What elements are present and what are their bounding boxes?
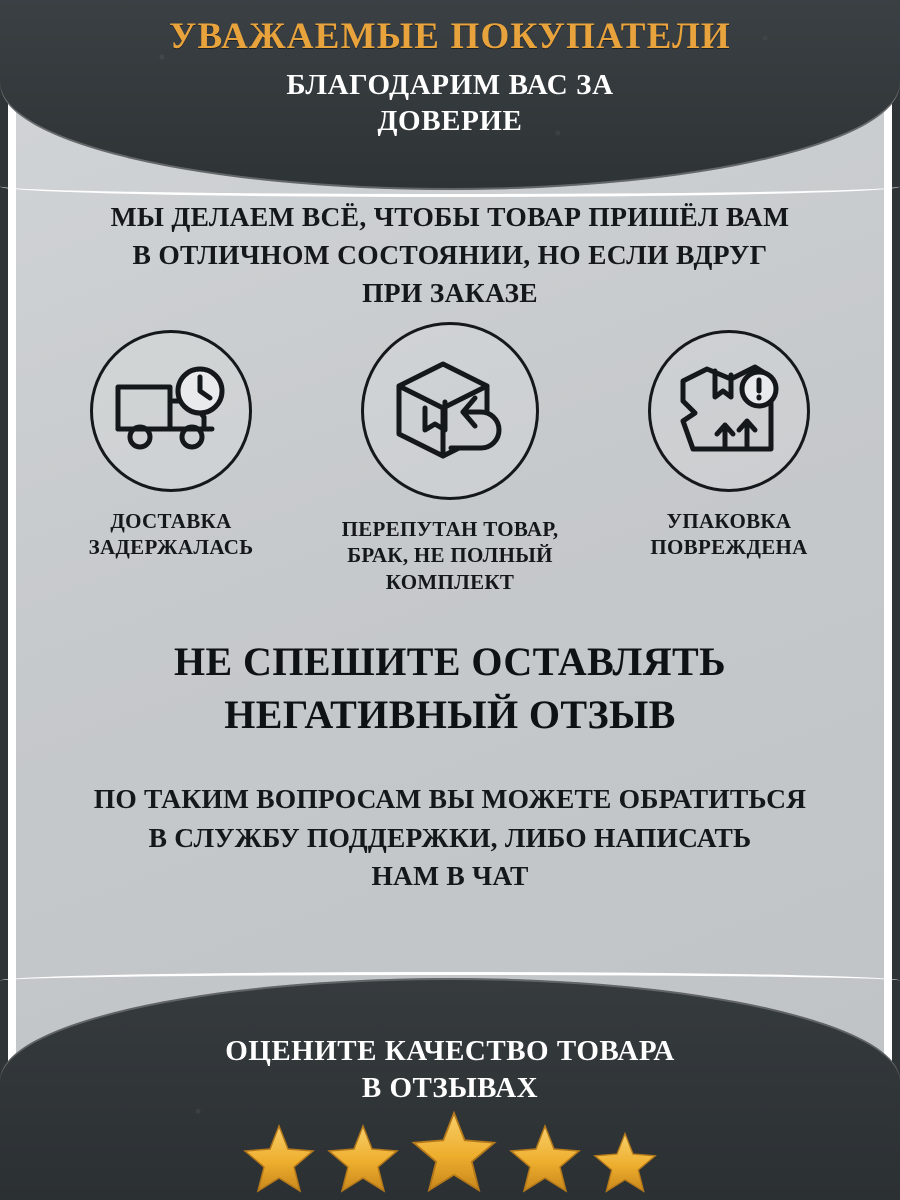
intro-line1: МЫ ДЕЛАЕМ ВСЁ, ЧТОБЫ ТОВАР ПРИШЁЛ ВАМ [110, 201, 790, 232]
headline-line1: НЕ СПЕШИТЕ ОСТАВЛЯТЬ [174, 639, 726, 684]
footer-call-to-action [0, 1033, 900, 1108]
issue-caption-line2: БРАК, НЕ ПОЛНЫЙ [347, 543, 553, 568]
header [0, 16, 900, 139]
issue-caption-line1: УПАКОВКА [666, 509, 792, 533]
gold-star-icon[interactable] [508, 1122, 582, 1194]
box-return-arrow-icon [361, 322, 539, 500]
intro-text [60, 198, 840, 312]
delivery-truck-clock-icon [90, 330, 252, 492]
issue-item-delivery-delayed [32, 330, 310, 561]
issue-caption-wrong-goods [320, 516, 580, 595]
gold-star-icon[interactable] [326, 1122, 400, 1194]
issue-icons-row [32, 330, 868, 595]
support-line1: ПО ТАКИМ ВОПРОСАМ ВЫ МОЖЕТЕ ОБРАТИТЬСЯ [93, 783, 807, 814]
left-white-rail [8, 0, 16, 1200]
issue-caption-line2: ЗАДЕРЖАЛАСЬ [88, 535, 254, 560]
right-edge-strip [892, 0, 900, 1200]
headline-line2: НЕГАТИВНЫЙ ОТЗЫВ [224, 691, 676, 737]
gold-star-icon[interactable] [410, 1108, 498, 1194]
support-instructions [50, 780, 850, 896]
intro-line3: ПРИ ЗАКАЗЕ [362, 276, 538, 308]
header-subtitle [0, 67, 900, 140]
gold-star-icon[interactable] [242, 1122, 316, 1194]
gold-star-icon[interactable] [592, 1130, 658, 1194]
right-white-rail [884, 0, 892, 1200]
support-line3: НАМ В ЧАТ [371, 860, 529, 891]
issue-item-wrong-goods [311, 330, 589, 595]
left-edge-strip [0, 0, 8, 1200]
damaged-package-icon [648, 330, 810, 492]
issue-caption-damaged-package [599, 508, 859, 561]
intro-line2: В ОТЛИЧНОМ СОСТОЯНИИ, НО ЕСЛИ ВДРУГ [132, 238, 768, 270]
issue-caption-delivery-delayed [41, 508, 301, 561]
issue-caption-line3: КОМПЛЕКТ [385, 569, 515, 594]
issue-caption-line1: ПЕРЕПУТАН ТОВАР, [341, 517, 559, 541]
header-subtitle-line2: ДОВЕРИЕ [377, 104, 523, 137]
footer-line2: В ОТЗЫВАХ [361, 1072, 539, 1105]
header-subtitle-line1: БЛАГОДАРИМ ВАС ЗА [286, 68, 614, 101]
support-line2: В СЛУЖБУ ПОДДЕРЖКИ, ЛИБО НАПИСАТЬ [148, 821, 752, 853]
issue-item-damaged-package [590, 330, 868, 561]
footer-line1: ОЦЕНИТЕ КАЧЕСТВО ТОВАРА [225, 1034, 675, 1067]
headline [50, 636, 850, 742]
issue-caption-line2: ПОВРЕЖДЕНА [650, 535, 808, 560]
page-title: УВАЖАЕМЫЕ ПОКУПАТЕЛИ [169, 16, 731, 57]
issue-caption-line1: ДОСТАВКА [110, 509, 232, 533]
star-rating[interactable] [0, 1108, 900, 1194]
